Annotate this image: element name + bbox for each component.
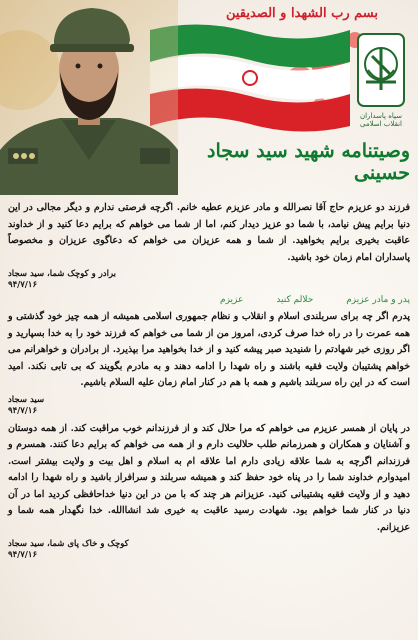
date-2: ۹۴/۷/۱۶ [8,405,38,416]
iran-flag-icon [150,22,350,132]
slogan-2: حلالم کنید [276,295,314,305]
signature-2: سید سجاد [8,394,45,405]
paragraph-3: در پایان از همسر عزیزم می خواهم که مرا حلال کند و از فرزندانم خوب مراقبت کند. از همه دوستان و آشنایان و همکاران و همرزمانم طلب حلالیت دارم و از همه می خواهم که برایم دعا کنند. همسرم و فرزندانم اگرچه به شما علاقه زیادی دارم اما علاقه ام به اسلام و اهل بیت و ولایت بیشتر است. امیدوارم خداوند شما را در پناه خود حفظ کند و همیشه سربلند و سرافراز باشید و راه شهدا را ادامه دهید و از ولایت فقیه پشتیبانی کنید. عزیزانم هر چند که با من در این دنیا خداحافظی کردید اما در آن دنیا در کنار شما خواهم بود. شهادت رسید عاقبت به خیری شد انشاالله. خدا نگهدار همه شما و عزیزانم. [8,422,410,533]
paragraph-2: پدرم اگر چه برای سربلندی اسلام و انقلاب و نظام جمهوری اسلامی همیشه از همه چیز خود گذشتی و همه عمرت را در راه خدا صرف کردی، امروز من از شما می خواهم که فرزند خود را به خدا بسپارید و اگر روزی خبر شهادتم را شنیدید صبر پیشه کنید و از خدا بخواهید مرا بپذیرد. از برادران و خواهرانم می خواهم پشتیبان ولایت فقیه باشند و راه شهدا را ادامه دهند و به مادرم بگویند که بی تابی نکند. امید است که در این راه سربلند باشیم و همه با هم در کنار امام زمان علیه السلام باشیم. [8,311,410,388]
signature-3: کوچک و خاک پای شما، سید سجاد [8,539,129,549]
bismillah-heading: بسم رب الشهدا و الصدیقین [225,6,378,21]
slogans-row [220,295,410,305]
martyr-portrait [0,0,178,195]
paragraph-1: فرزند دو عزیزم حاج آقا نصرالله و مادر عزیزم عطیه خانم. اگرچه فرصتی ندارم و دیگر مجالی در این دنیا برایم پیش نیامد، با شما دو عزیز دیدار کنم، اما از شما می خواهم که برایم دعا کنید و از خداوند عاقبت بخیری برایم بخواهید. از شما و همه عزیزان می خواهم که دعاگوی عزیزان و مخصوصاً پاسداران امام زمان خود باشید. [8,202,410,263]
slogan-1: پدر و مادر عزیزم [346,295,410,305]
date-3: ۹۴/۷/۱۶ [8,550,38,560]
irgc-emblem-icon [352,30,410,114]
date-1: ۹۴/۷/۱۶ [8,280,38,290]
slogan-3: عزیزم [220,295,244,305]
signature-1: برادر و کوچک شما، سید سجاد [8,269,117,279]
poster-header [0,0,418,200]
page-title: وصیتنامه شهید سید سجاد حسینی [207,140,410,184]
will-body [8,200,410,634]
emblem-label: سپاه پاسداران انقلاب اسلامی [359,112,403,128]
